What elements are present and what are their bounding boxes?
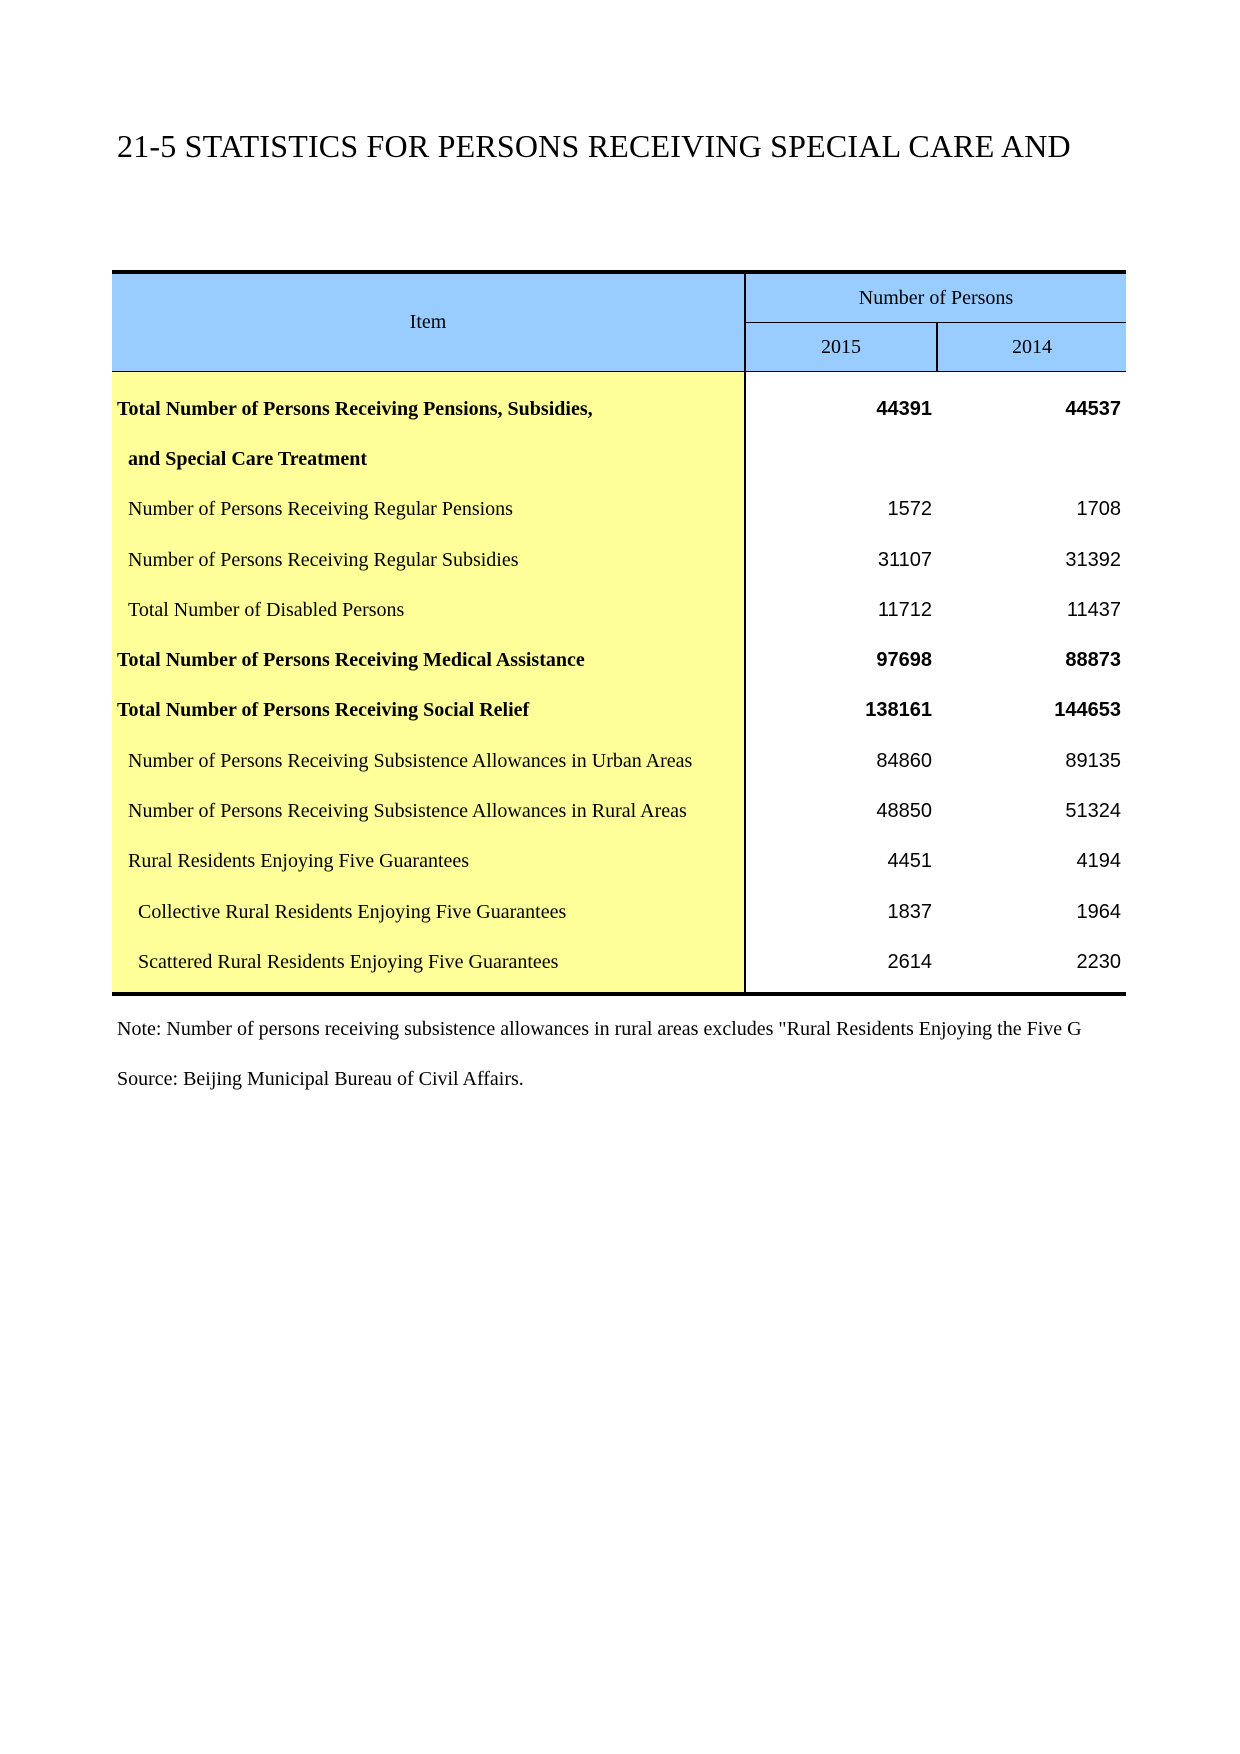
value-2014: 2230 <box>1076 950 1121 973</box>
statistics-table <box>112 270 1126 996</box>
value-2014: 1964 <box>1076 900 1121 923</box>
table-row <box>112 434 1126 484</box>
statistics-table-container <box>112 270 1126 996</box>
value-2015: 84860 <box>876 749 932 772</box>
row-label: Scattered Rural Residents Enjoying Five Guarantees <box>112 937 745 987</box>
row-label: Number of Persons Receiving Subsistence Allowances in Urban Areas <box>112 736 745 786</box>
value-2015: 1572 <box>887 498 932 521</box>
value-2014: 51324 <box>1065 800 1121 823</box>
table-row <box>112 786 1126 836</box>
value-2014: 1708 <box>1076 498 1121 521</box>
table-row <box>112 384 1126 434</box>
row-label: Number of Persons Receiving Subsistence Allowances in Rural Areas <box>112 786 745 836</box>
row-label: Collective Rural Residents Enjoying Five Guarantees <box>112 887 745 937</box>
value-2015: 4451 <box>887 850 932 873</box>
table-row <box>112 535 1126 585</box>
row-label: and Special Care Treatment <box>112 434 745 484</box>
value-2014: 88873 <box>1065 649 1121 672</box>
table-spacer-row <box>112 372 1126 385</box>
row-label: Total Number of Persons Receiving Social Relief <box>112 686 745 736</box>
row-label: Number of Persons Receiving Regular Subsidies <box>112 535 745 585</box>
table-row <box>112 837 1126 887</box>
value-2015: 138161 <box>865 699 932 722</box>
row-label: Rural Residents Enjoying Five Guarantees <box>112 837 745 887</box>
value-2015: 11712 <box>877 598 932 621</box>
year-header-2015: 2015 <box>745 323 937 372</box>
value-2014: 4194 <box>1076 850 1121 873</box>
value-2014: 11437 <box>1066 598 1121 621</box>
row-label: Number of Persons Receiving Regular Pensions <box>112 485 745 535</box>
value-2014: 144653 <box>1054 699 1121 722</box>
row-label: Total Number of Disabled Persons <box>112 585 745 635</box>
value-2015: 97698 <box>876 649 932 672</box>
value-2014: 44537 <box>1065 397 1121 420</box>
table-source: Source: Beijing Municipal Bureau of Civil Affairs. <box>117 1068 524 1090</box>
item-column-header: Item <box>112 272 745 372</box>
value-2015: 48850 <box>876 800 932 823</box>
value-2014: 89135 <box>1065 749 1121 772</box>
row-label: Total Number of Persons Receiving Pensions, Subsidies, <box>112 384 745 434</box>
year-header-2014: 2014 <box>937 323 1126 372</box>
value-2015: 44391 <box>876 397 932 420</box>
table-row <box>112 937 1126 987</box>
page-title: 21-5 STATISTICS FOR PERSONS RECEIVING SPECIAL CARE AND <box>117 128 1071 164</box>
table-row <box>112 686 1126 736</box>
value-2015: 31107 <box>877 548 932 571</box>
value-2015: 1837 <box>887 900 932 923</box>
value-2015: 2614 <box>887 950 932 973</box>
table-row <box>112 635 1126 685</box>
value-2015 <box>745 434 937 484</box>
table-bottom-rule <box>112 988 1126 994</box>
table-row <box>112 585 1126 635</box>
table-row <box>112 736 1126 786</box>
table-note: Note: Number of persons receiving subsistence allowances in rural areas excludes "Rural Residents Enjoying the Five G <box>117 1018 1082 1040</box>
table-row <box>112 485 1126 535</box>
table-row <box>112 887 1126 937</box>
value-2014: 31392 <box>1065 548 1121 571</box>
number-of-persons-header: Number of Persons <box>745 272 1126 323</box>
row-label: Total Number of Persons Receiving Medical Assistance <box>112 635 745 685</box>
value-2014 <box>937 434 1126 484</box>
